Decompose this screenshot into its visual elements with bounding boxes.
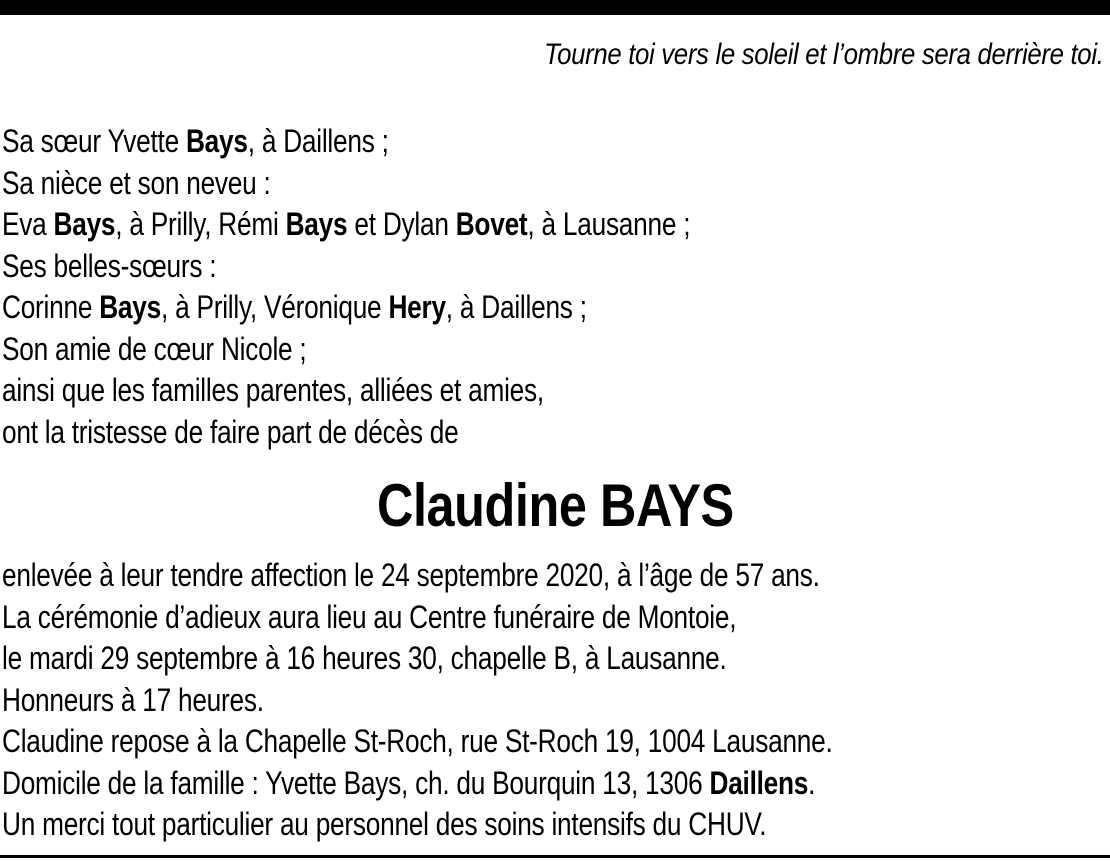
- details-line-family-address: Domicile de la famille : Yvette Bays, ch. du Bourquin 13, 1306 Daillens.: [2, 764, 816, 801]
- surname: Bovet: [455, 206, 528, 242]
- family-line-relatives: ainsi que les familles parentes, alliées et amies,: [2, 372, 544, 408]
- family-line-niece-nephew-heading: Sa nièce et son neveu :: [2, 164, 271, 201]
- town-name: Daillens: [709, 764, 809, 801]
- surname: Bays: [185, 123, 248, 159]
- details-line-ceremony: La cérémonie d’adieux aura lieu au Centre funéraire de Montoie,: [2, 598, 737, 635]
- bottom-border-rule: [0, 855, 1110, 858]
- family-line-sister: Sa sœur Yvette Bays, à Daillens ;: [2, 123, 389, 159]
- surname: Bays: [99, 289, 161, 325]
- surname: Hery: [388, 289, 446, 325]
- details-line-resting-place: Claudine repose à la Chapelle St-Roch, rue St-Roch 19, 1004 Lausanne.: [2, 723, 833, 759]
- family-line-niece-nephew: Eva Bays, à Prilly, Rémi Bays et Dylan Bovet, à Lausanne ;: [2, 206, 691, 242]
- details-line-death-date: enlevée à leur tendre affection le 24 septembre 2020, à l’âge de 57 ans.: [2, 557, 820, 593]
- family-announcement: [2, 121, 1110, 453]
- details-line-ceremony-time: le mardi 29 septembre à 16 heures 30, chapelle B, à Lausanne.: [2, 640, 727, 676]
- surname: Bays: [53, 206, 116, 242]
- funeral-details: [2, 555, 1110, 846]
- family-line-friend: Son amie de cœur Nicole ;: [2, 330, 307, 367]
- details-line-thanks: Un merci tout particulier au personnel des soins intensifs du CHUV.: [2, 806, 767, 842]
- family-line-announcement: ont la tristesse de faire part de décès de: [2, 413, 459, 450]
- epigraph-quote: Tourne toi vers le soleil et l’ombre sera derrière toi.: [544, 38, 1104, 71]
- family-line-sisters-in-law: Corinne Bays, à Prilly, Véronique Hery, à Daillens ;: [2, 289, 587, 325]
- surname: Bays: [285, 206, 348, 242]
- family-line-sisters-in-law-heading: Ses belles-sœurs :: [2, 247, 217, 284]
- details-line-honours: Honneurs à 17 heures.: [2, 681, 264, 718]
- deceased-name: Claudine BAYS: [376, 472, 734, 539]
- top-border-rule: [0, 0, 1110, 15]
